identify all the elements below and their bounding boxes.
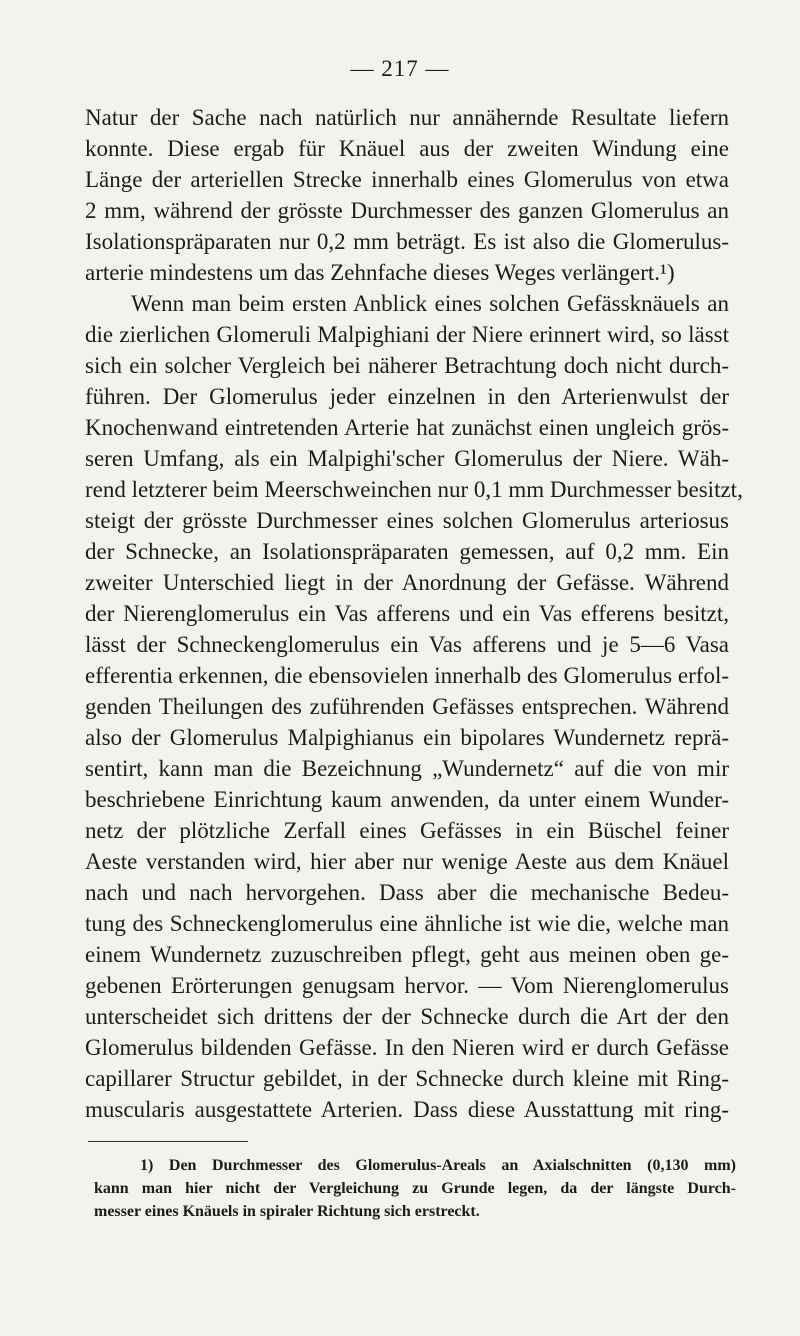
text-line: also der Glomerulus Malpighianus ein bipolares Wundernetz reprä-	[85, 725, 729, 750]
text-line: beschriebene Einrichtung kaum anwenden, da unter einem Wunder-	[85, 787, 729, 812]
text-line: genden Theilungen des zuführenden Gefässes entsprechen. Während	[85, 694, 729, 719]
text-line: efferentia erkennen, die ebensovielen innerhalb des Glomerulus erfol-	[85, 663, 729, 688]
text-line: arterie mindestens um das Zehnfache dieses Weges verlängert.¹)	[85, 260, 675, 285]
footnote-line: 1) Den Durchmesser des Glomerulus-Areals an Axialschnitten (0,130 mm)	[140, 1157, 736, 1174]
text-line: zweiter Unterschied liegt in der Anordnung der Gefässe. Während	[85, 570, 729, 595]
text-line: sentirt, kann man die Bezeichnung „Wundernetz“ auf die von mir	[85, 756, 729, 781]
text-line: rend letzterer beim Meerschweinchen nur 0,1 mm Durchmesser besitzt,	[85, 477, 743, 502]
text-line: nach und nach hervorgehen. Dass aber die mechanische Bedeu-	[85, 880, 729, 905]
footnote	[94, 1154, 736, 1223]
text-line: seren Umfang, als ein Malpighi'scher Glomerulus der Niere. Wäh-	[85, 446, 729, 471]
text-line: Wenn man beim ersten Anblick eines solchen Gefässknäuels an	[131, 291, 729, 316]
text-line: führen. Der Glomerulus jeder einzelnen in den Arterienwulst der	[85, 384, 729, 409]
text-line: Länge der arteriellen Strecke innerhalb eines Glomerulus von etwa	[85, 167, 729, 192]
text-line: einem Wundernetz zuzuschreiben pflegt, geht aus meinen oben ge-	[85, 942, 729, 967]
footnote-line: messer eines Knäuels in spiraler Richtung sich erstreckt.	[94, 1203, 480, 1220]
text-line: die zierlichen Glomeruli Malpighiani der Niere erinnert wird, so lässt	[85, 322, 729, 347]
body-text	[85, 102, 743, 1125]
text-line: gebenen Erörterungen genugsam hervor. — Vom Nierenglomerulus	[85, 973, 729, 998]
text-line: 2 mm, während der grösste Durchmesser des ganzen Glomerulus an	[85, 198, 729, 223]
text-line: Glomerulus bildenden Gefässe. In den Nieren wird er durch Gefässe	[85, 1035, 729, 1060]
text-line: sich ein solcher Vergleich bei näherer Betrachtung doch nicht durch-	[85, 353, 729, 378]
text-line: steigt der grösste Durchmesser eines solchen Glomerulus arteriosus	[85, 508, 729, 533]
text-line: tung des Schneckenglomerulus eine ähnliche ist wie die, welche man	[85, 911, 729, 936]
footnote-rule	[88, 1141, 248, 1142]
text-line: Isolationspräparaten nur 0,2 mm beträgt. Es ist also die Glomerulus-	[85, 229, 729, 254]
text-line: Aeste verstanden wird, hier aber nur wenige Aeste aus dem Knäuel	[85, 849, 729, 874]
text-line: netz der plötzliche Zerfall eines Gefässes in ein Büschel feiner	[85, 818, 729, 843]
footnote-line: kann man hier nicht der Vergleichung zu Grunde legen, da der längste Durch-	[94, 1180, 736, 1197]
text-line: lässt der Schneckenglomerulus ein Vas afferens und je 5—6 Vasa	[85, 632, 729, 657]
text-line: konnte. Diese ergab für Knäuel aus der zweiten Windung eine	[85, 136, 729, 161]
text-line: capillarer Structur gebildet, in der Schnecke durch kleine mit Ring-	[85, 1066, 729, 1091]
text-line: unterscheidet sich drittens der der Schnecke durch die Art der den	[85, 1004, 729, 1029]
page-number: — 217 —	[350, 56, 450, 81]
text-line: muscularis ausgestattete Arterien. Dass diese Ausstattung mit ring-	[85, 1097, 729, 1122]
text-line: der Schnecke, an Isolationspräparaten gemessen, auf 0,2 mm. Ein	[85, 539, 729, 564]
text-line: der Nierenglomerulus ein Vas afferens und ein Vas efferens besitzt,	[85, 601, 729, 626]
text-line: Knochenwand eintretenden Arterie hat zunächst einen ungleich grös-	[85, 415, 729, 440]
text-line: Natur der Sache nach natürlich nur annähernde Resultate liefern	[85, 105, 729, 130]
